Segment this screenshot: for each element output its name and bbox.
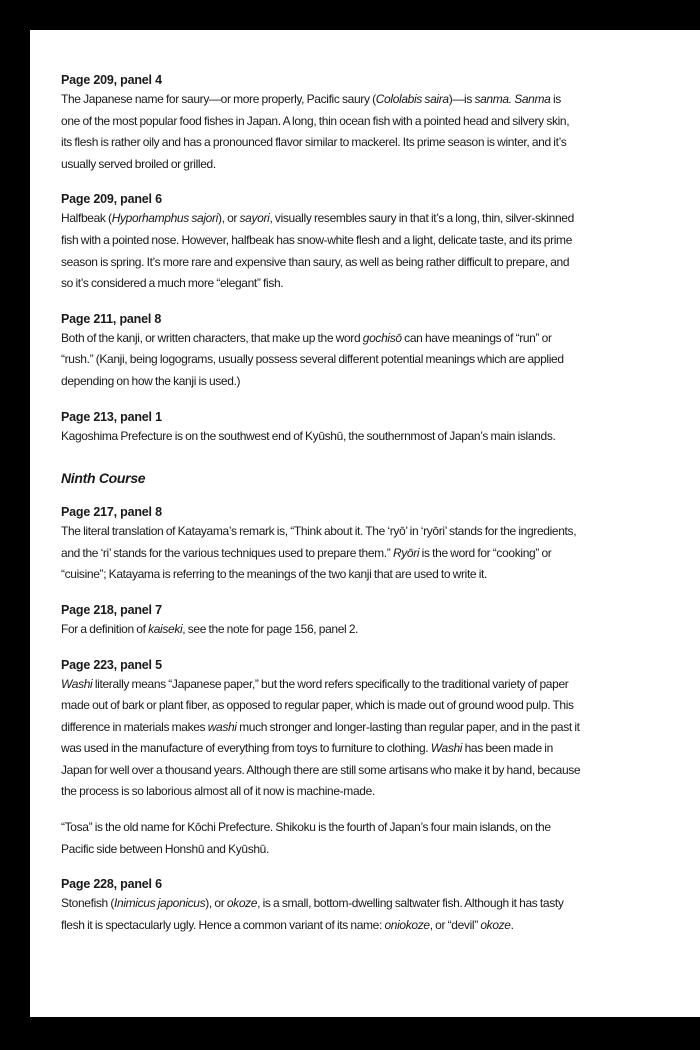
note-entry: [61, 503, 680, 586]
text-segment: For a definition of: [61, 621, 149, 636]
italic-text-segment: sayori: [239, 211, 270, 226]
text-segment: , visually resembles saury in that it’s a long, thin, silver-skinned fish with a pointed nose. However, halfbeak has snow-white flesh and a light, delicate taste, and its prime season is spring. It’s more rare and expensive than saury, as well as being rather difficult to prepare, and so it’s considered a much more “elegant” fish.: [61, 211, 574, 291]
text-segment: “Tosa” is the old name for Kōchi Prefecture. Shikoku is the fourth of Japan’s four main islands, on the Pacific side between Honshū and Kyūshū.: [61, 820, 551, 856]
note-entry: [61, 408, 680, 448]
note-body: [61, 521, 581, 586]
italic-text-segment: Washi: [61, 676, 93, 691]
note-heading: Page 209, panel 4: [61, 73, 162, 87]
note-heading: Page 209, panel 6: [61, 192, 162, 207]
note-heading: Page 211, panel 8: [61, 311, 162, 326]
italic-text-segment: okoze: [226, 896, 258, 911]
text-segment: can have meanings of “run” or “rush.” (Kanji, being logograms, usually possess several different potential meanings which are applied depending on how the kanji is used.): [61, 330, 564, 388]
note-heading: Page 217, panel 8: [61, 505, 162, 520]
italic-text-segment: sanma. Sanma: [474, 92, 551, 106]
note-entry: [61, 656, 680, 861]
text-segment: literally means “Japanese paper,” but the word refers specifically to the traditional variety of paper made out of bark or plant fiber, as opposed to regular paper, which is made out of ground wood pulp. This difference in materials makes: [61, 676, 574, 734]
chapter-title: Ninth Course: [61, 470, 146, 487]
text-segment: Kagoshima Prefecture is on the southwest end of Kyūshū, the southernmost of Japan’s main islands.: [61, 428, 556, 443]
note-body: [61, 208, 581, 294]
note-entry: [61, 875, 680, 936]
italic-text-segment: Inimicus japonicus: [114, 896, 206, 911]
note-body: [61, 426, 581, 448]
note-body: [61, 328, 581, 393]
note-body: [61, 893, 581, 936]
note-body: [61, 619, 581, 641]
note-body-extra: [61, 817, 581, 860]
italic-text-segment: Cololabis saira: [375, 92, 449, 106]
note-body: [61, 674, 581, 804]
note-entry: [61, 310, 680, 393]
note-heading: Page 223, panel 5: [61, 657, 162, 672]
italic-text-segment: kaiseki: [148, 621, 183, 636]
italic-text-segment: oniokoze: [384, 917, 430, 932]
text-segment: Stonefish (: [61, 896, 115, 911]
italic-text-segment: Hyporhamphus sajori: [111, 211, 218, 226]
text-segment: ), or: [217, 211, 240, 226]
note-heading: Page 228, panel 6: [61, 877, 162, 892]
italic-text-segment: Washi: [430, 741, 463, 756]
document-page: [30, 30, 700, 1017]
note-entry: [61, 601, 680, 641]
italic-text-segment: washi: [207, 719, 237, 734]
text-segment: is the word for “cooking” or “cuisine”; Katayama is referring to the meanings of the two kanji that are used to write it.: [61, 545, 552, 582]
text-segment: The literal translation of Katayama’s remark is, “Think about it. The ‘ryō’ in ‘ryōri’ stands for the ingredients, and the ‘ri’ stands for the various techniques used to prepare them.”: [61, 524, 577, 560]
note-body: [61, 89, 581, 175]
text-segment: , is a small, bottom-dwelling saltwater fish. Although it has tasty flesh it is spectacularly ugly. Hence a common variant of its name:: [61, 896, 564, 932]
text-segment: , see the note for page 156, panel 2.: [182, 621, 359, 636]
notes-after-section: [61, 503, 680, 936]
note-heading: Page 218, panel 7: [61, 602, 162, 617]
text-segment: has been made in Japan for well over a thousand years. Although there are still some artisans who make it by hand, because the process is so laborious almost all of it now is machine-made.: [61, 741, 581, 799]
text-segment: is one of the most popular food fishes in Japan. A long, thin ocean fish with a pointed head and silvery skin, its flesh is rather oily and has a pronounced flavor similar to mackerel. Its prime season is winter, and it’s usually served broiled or grilled.: [61, 92, 570, 171]
note-heading: Page 213, panel 1: [61, 409, 162, 424]
text-segment: , or “devil”: [429, 917, 481, 932]
text-segment: ), or: [205, 896, 227, 911]
italic-text-segment: okoze: [480, 917, 511, 932]
text-segment: )—is: [448, 92, 475, 106]
note-entry: [61, 190, 680, 294]
text-segment: Halfbeak (: [61, 211, 112, 226]
text-segment: much stronger and longer-lasting than regular paper, and in the past it was used in the manufacture of everything from toys to furniture to clothing.: [61, 719, 580, 756]
notes-before-section: [61, 71, 680, 447]
text-segment: The Japanese name for saury—or more properly, Pacific saury (: [61, 92, 376, 106]
note-entry: [61, 71, 680, 175]
text-segment: .: [510, 917, 514, 932]
italic-text-segment: gochisō: [362, 330, 402, 345]
text-segment: Both of the kanji, or written characters, that make up the word: [61, 330, 363, 345]
italic-text-segment: Ryōri: [392, 545, 420, 560]
